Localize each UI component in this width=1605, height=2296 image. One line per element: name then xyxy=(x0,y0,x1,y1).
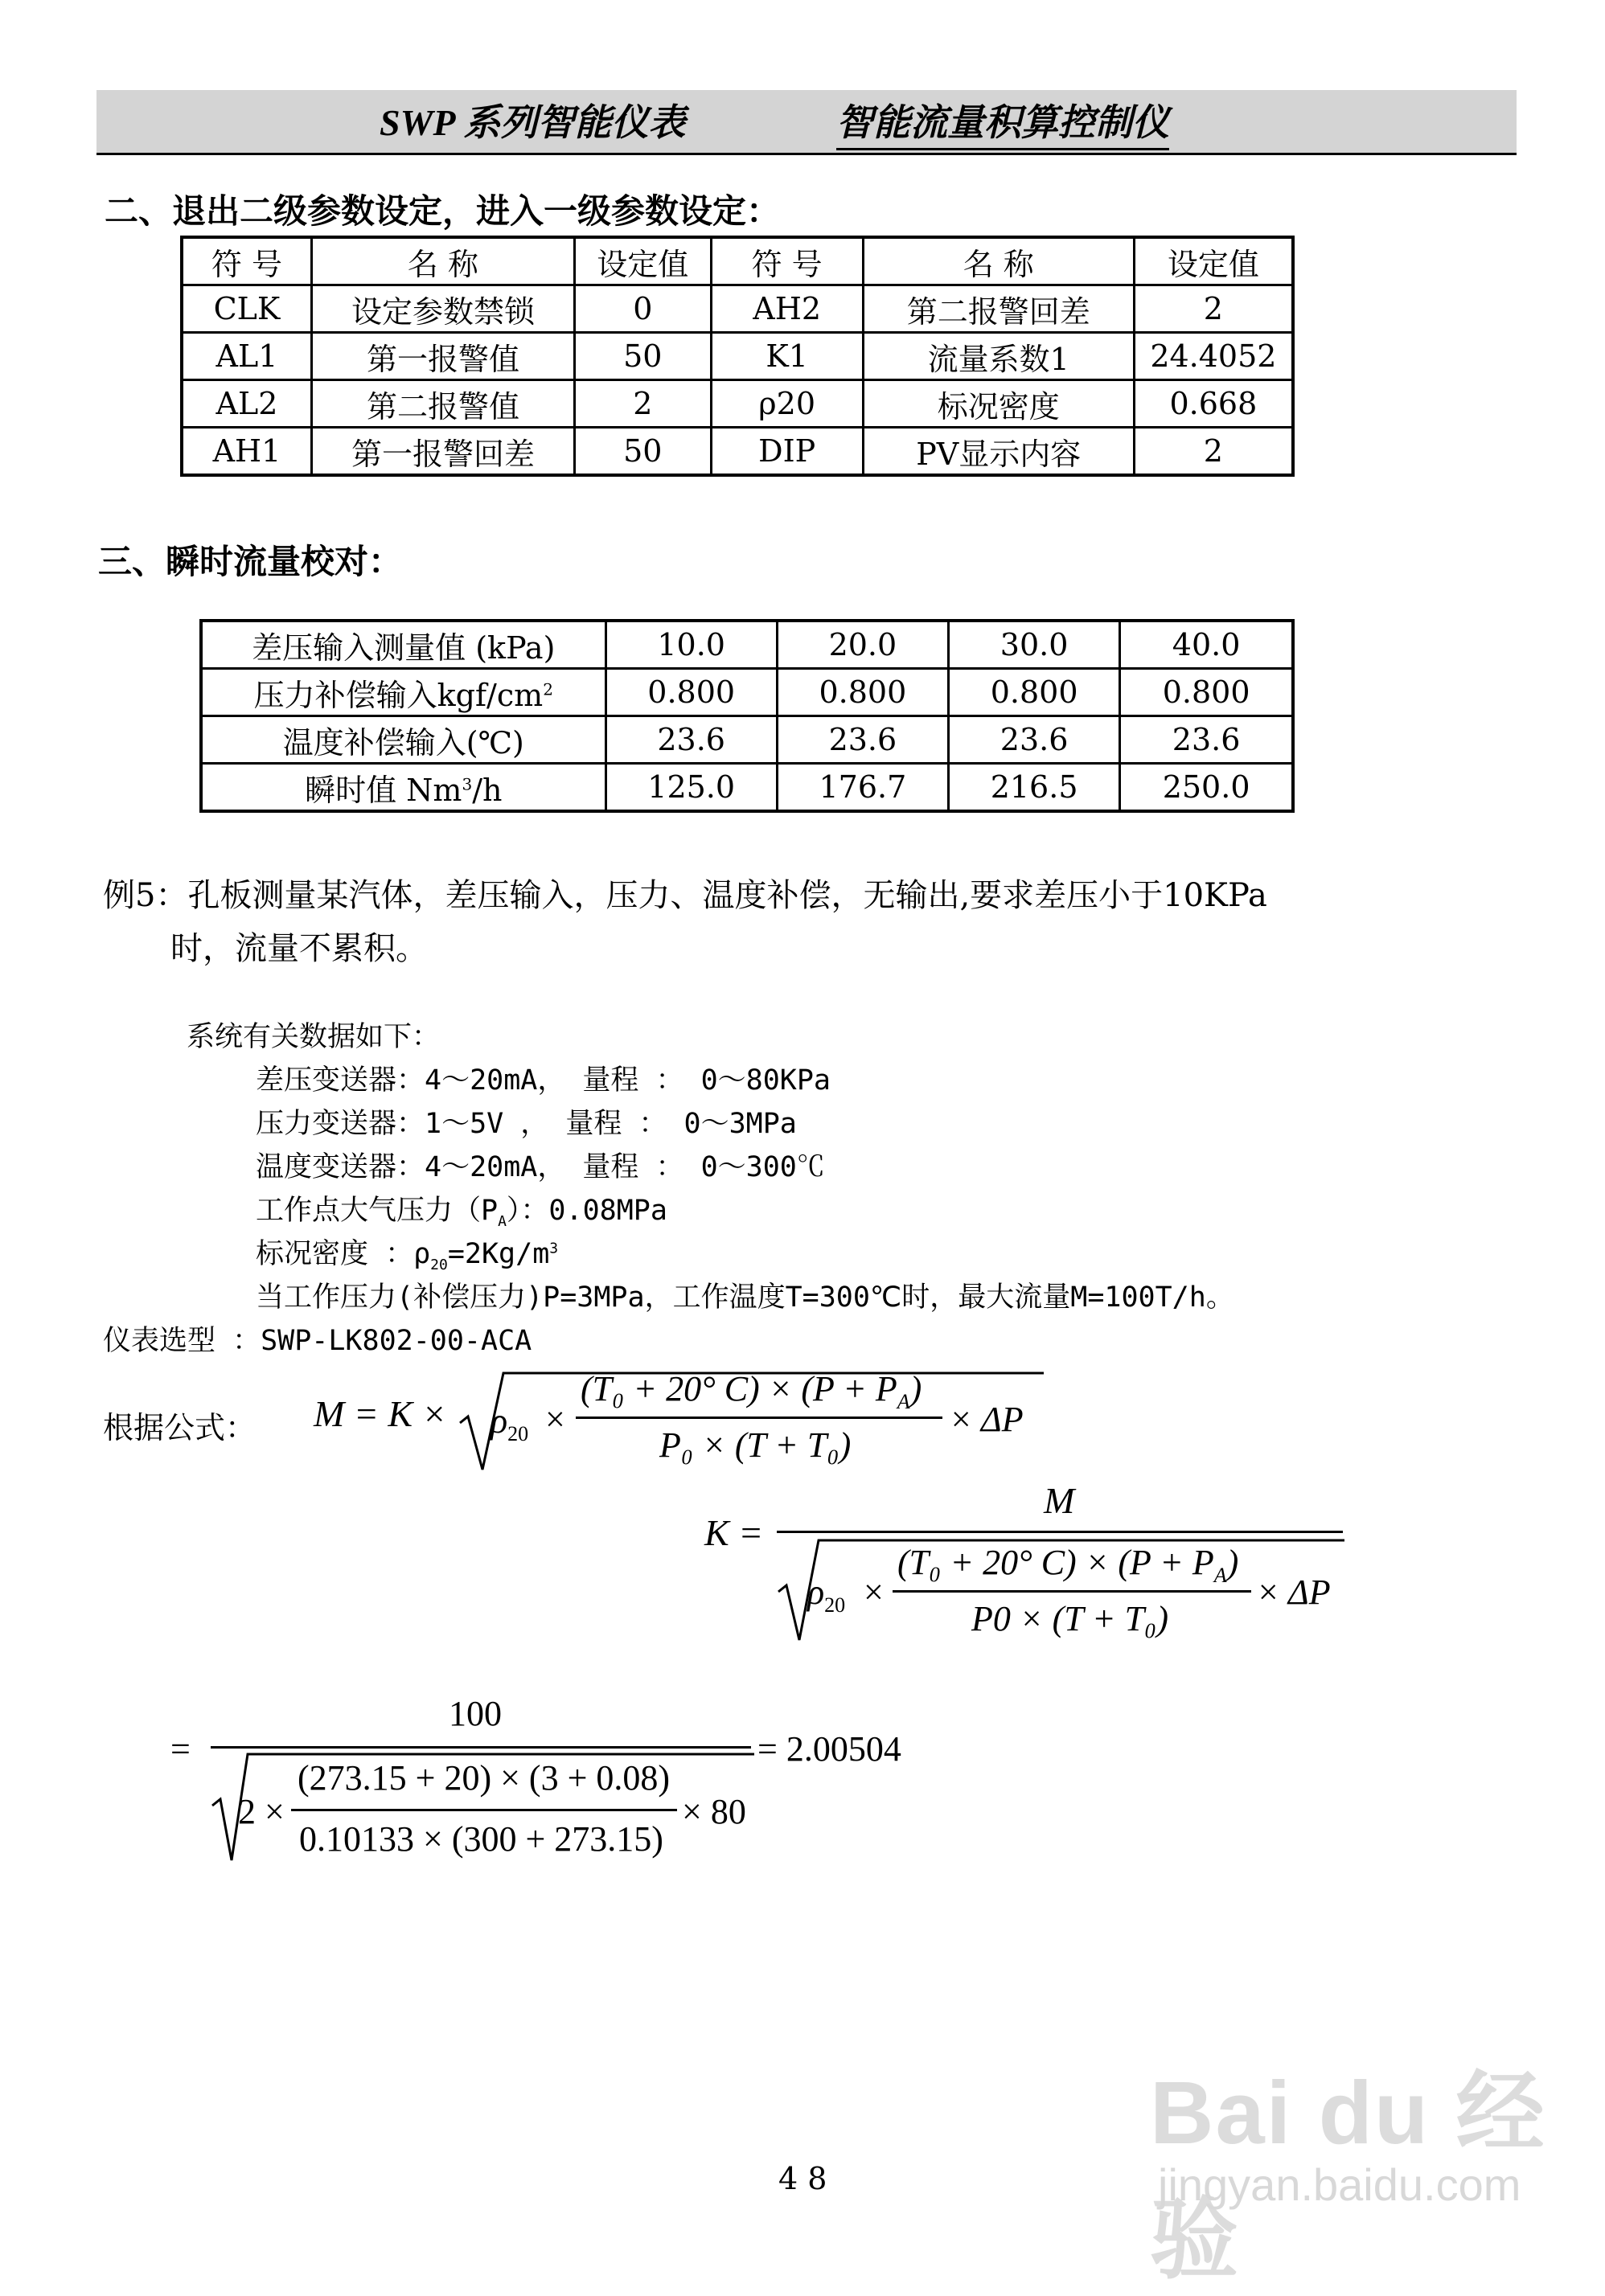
cell: 0 xyxy=(575,285,712,333)
cell: 50 xyxy=(575,333,712,380)
table-row xyxy=(182,380,1293,428)
system-condition: 当工作压力(补偿压力)P=3MPa，工作温度T=300℃时，最大流量M=100T/h。 xyxy=(256,1281,1234,1314)
header-product: 智能流量积算控制仪 xyxy=(836,93,1169,150)
cell: 23.6 xyxy=(777,716,948,764)
row-label: 瞬时值 Nm$^3$/h xyxy=(201,764,605,812)
cell: 216.5 xyxy=(949,764,1120,812)
fraction-bar xyxy=(576,1417,942,1419)
calc-inner-denominator: 0.10133 × (300 + 273.15) xyxy=(299,1819,663,1859)
formula-k-lhs: K = xyxy=(704,1512,764,1553)
delta-p: × ΔP xyxy=(1256,1572,1331,1612)
page-number: 4 8 xyxy=(778,2161,827,2196)
table-row xyxy=(201,669,1293,716)
delta-p: × ΔP xyxy=(949,1400,1024,1439)
cell: ρ20 xyxy=(711,380,863,428)
calc-tail: × 80 xyxy=(682,1792,746,1831)
calc-inner-numerator: (273.15 + 20) × (3 + 0.08) xyxy=(298,1758,671,1798)
cell: 第一报警回差 xyxy=(311,428,574,476)
cell: 176.7 xyxy=(777,764,948,812)
cell: 第二报警回差 xyxy=(863,285,1134,333)
times-sign: × xyxy=(545,1400,565,1439)
table-row xyxy=(182,333,1293,380)
cell: 0.668 xyxy=(1134,380,1293,428)
th-name: 名 称 xyxy=(311,237,574,285)
th-name: 名 称 xyxy=(863,237,1134,285)
cell: 0.800 xyxy=(949,669,1120,716)
cell: 第二报警值 xyxy=(311,380,574,428)
times-sign: × xyxy=(864,1572,884,1612)
row-label: 温度补偿输入(℃) xyxy=(201,716,605,764)
flow-check-table xyxy=(199,619,1295,813)
cell: 30.0 xyxy=(949,621,1120,669)
table-row xyxy=(201,764,1293,812)
cell: AL1 xyxy=(182,333,311,380)
th-symbol: 符 号 xyxy=(711,237,863,285)
cell: 23.6 xyxy=(605,716,777,764)
system-dp: 差压变送器：4～20mA， 量程 ： 0～80KPa xyxy=(256,1064,831,1097)
system-intro: 系统有关数据如下： xyxy=(187,1021,441,1053)
cell: PV显示内容 xyxy=(863,428,1134,476)
cell: CLK xyxy=(182,285,311,333)
example-line1: 例5：孔板测量某汽体，差压输入，压力、温度补偿，无输出,要求差压小于10KPa xyxy=(103,877,1267,914)
cell: 2 xyxy=(1134,285,1293,333)
formula-m-lhs: M = K × xyxy=(314,1393,447,1434)
table-row xyxy=(201,716,1293,764)
cell: AH2 xyxy=(711,285,863,333)
cell: 2 xyxy=(575,380,712,428)
cell: 125.0 xyxy=(605,764,777,812)
calc-two: 2 × xyxy=(238,1792,285,1831)
rho20: $\rho_{20}$ xyxy=(491,1401,529,1445)
cell: AL2 xyxy=(182,380,311,428)
formula-k-inner-denominator: P0 × (T + T₀) xyxy=(971,1599,1169,1638)
section2-title: 二、退出二级参数设定，进入一级参数设定： xyxy=(105,191,781,231)
table-row xyxy=(201,621,1293,669)
cell: 20.0 xyxy=(777,621,948,669)
system-model: 仪表选型 ：SWP-LK802-00-ACA xyxy=(103,1325,532,1357)
calc-numerator: 100 xyxy=(449,1694,502,1733)
cell: 50 xyxy=(575,428,712,476)
cell: 24.4052 xyxy=(1134,333,1293,380)
system-atm: 工作点大气压力$(P_A)$：0.08MPa xyxy=(256,1195,667,1230)
th-symbol: 符 号 xyxy=(182,237,311,285)
watermark-logo: Bai du 经验 xyxy=(1150,2064,1546,2290)
cell: 第一报警值 xyxy=(311,333,574,380)
calc-equals: = xyxy=(170,1729,191,1769)
th-value: 设定值 xyxy=(1134,237,1293,285)
section3-title: 三、瞬时流量校对： xyxy=(98,542,403,581)
cell: 流量系数1 xyxy=(863,333,1134,380)
cell: 2 xyxy=(1134,428,1293,476)
cell: DIP xyxy=(711,428,863,476)
row-label: 压力补偿输入kgf/$cm^2$ xyxy=(201,669,605,716)
system-density: 标况密度 ：$\rho_{20}=2Kg/m^3$ xyxy=(256,1238,559,1273)
calc-result: = 2.00504 xyxy=(757,1729,901,1769)
cell: 10.0 xyxy=(605,621,777,669)
fraction-bar xyxy=(893,1590,1251,1593)
watermark-url: jingyan.baidu.com xyxy=(1158,2159,1521,2210)
cell: 23.6 xyxy=(949,716,1120,764)
table-row xyxy=(182,285,1293,333)
param-table-header xyxy=(182,237,1293,285)
formula-label: 根据公式： xyxy=(103,1410,257,1445)
example-line2: 时，流量不累积。 xyxy=(170,930,428,967)
table-row xyxy=(182,428,1293,476)
cell: 40.0 xyxy=(1120,621,1293,669)
formula-m-denominator: P₀ × (T + T₀) xyxy=(659,1425,852,1465)
cell: 0.800 xyxy=(605,669,777,716)
page-header xyxy=(96,90,1517,155)
cell: 250.0 xyxy=(1120,764,1293,812)
formula-k-inner-numerator: (T₀ + 20° $C) \times (P + P_A)$ xyxy=(897,1543,1239,1587)
header-series: SWP 系列智能仪表 xyxy=(380,102,686,143)
cell: 0.800 xyxy=(1120,669,1293,716)
cell: 设定参数禁锁 xyxy=(311,285,574,333)
formula-k-numerator: M xyxy=(1044,1480,1075,1521)
th-value: 设定值 xyxy=(575,237,712,285)
cell: 0.800 xyxy=(777,669,948,716)
rho20: $\rho_{20}$ xyxy=(807,1572,846,1617)
cell: 标况密度 xyxy=(863,380,1134,428)
row-label: 差压输入测量值 (kPa) xyxy=(201,621,605,669)
system-temp: 温度变送器：4～20mA， 量程 ： 0～300℃ xyxy=(256,1151,825,1183)
system-pressure: 压力变送器：1～5V ， 量程 ： 0～3MPa xyxy=(256,1108,797,1140)
param-table xyxy=(180,236,1295,477)
cell: AH1 xyxy=(182,428,311,476)
fraction-bar xyxy=(291,1809,677,1811)
formula-m-numerator: (T₀ + 20° $C) \times (P + P_A)$ xyxy=(581,1369,922,1413)
cell: K1 xyxy=(711,333,863,380)
cell: 23.6 xyxy=(1120,716,1293,764)
